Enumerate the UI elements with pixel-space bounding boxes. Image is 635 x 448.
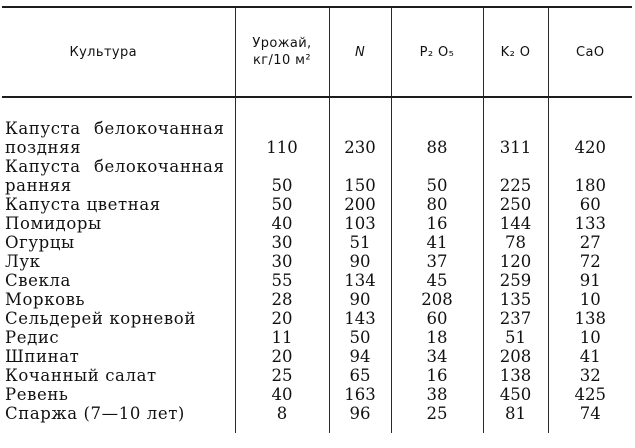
row-yield: 28 <box>235 290 329 309</box>
row-n: 96 <box>329 404 391 433</box>
row-name-line2: ранняя <box>5 176 72 195</box>
row-cao: 32 <box>548 366 632 385</box>
row-cao: 27 <box>548 233 632 252</box>
header-yield-line2: кг/10 м² <box>253 53 311 68</box>
row-cao: 41 <box>548 347 632 366</box>
table-row <box>2 214 632 233</box>
header-k2o: K₂ O <box>483 7 548 97</box>
row-k2o: 78 <box>483 233 548 252</box>
row-name: Ревень <box>5 385 69 404</box>
table-row <box>2 347 632 366</box>
row-name-cell <box>2 119 235 157</box>
row-name-line1: Капуста белокочанная <box>5 119 225 138</box>
row-yield: 110 <box>235 119 329 157</box>
row-name: Спаржа (7—10 лет) <box>5 404 185 423</box>
row-name: Сельдерей корневой <box>5 309 196 328</box>
row-k2o: 450 <box>483 385 548 404</box>
header-yield <box>235 7 329 97</box>
header-n: N <box>329 7 391 97</box>
row-name-line1: Капуста белокочанная <box>5 157 225 176</box>
row-k2o: 208 <box>483 347 548 366</box>
row-n: 163 <box>329 385 391 404</box>
row-n: 90 <box>329 252 391 271</box>
row-name: Кочанный салат <box>5 366 157 385</box>
row-cao: 10 <box>548 290 632 309</box>
row-p2o5: 16 <box>391 366 483 385</box>
row-yield: 8 <box>235 404 329 433</box>
row-p2o5: 88 <box>391 119 483 157</box>
row-k2o: 120 <box>483 252 548 271</box>
row-cao: 10 <box>548 328 632 347</box>
row-yield: 30 <box>235 252 329 271</box>
row-n: 50 <box>329 328 391 347</box>
row-name-line2: поздняя <box>5 138 82 157</box>
row-p2o5: 37 <box>391 252 483 271</box>
table-row <box>2 271 632 290</box>
row-k2o: 225 <box>483 157 548 195</box>
row-n: 51 <box>329 233 391 252</box>
row-yield: 11 <box>235 328 329 347</box>
row-n: 230 <box>329 119 391 157</box>
row-k2o: 138 <box>483 366 548 385</box>
table-row <box>2 233 632 252</box>
row-yield: 25 <box>235 366 329 385</box>
row-cao: 138 <box>548 309 632 328</box>
row-p2o5: 34 <box>391 347 483 366</box>
row-n: 200 <box>329 195 391 214</box>
row-k2o: 250 <box>483 195 548 214</box>
row-k2o: 311 <box>483 119 548 157</box>
header-p2o5: P₂ O₅ <box>391 7 483 97</box>
row-cao: 74 <box>548 404 632 433</box>
row-n: 134 <box>329 271 391 290</box>
row-cao: 425 <box>548 385 632 404</box>
nutrient-table-container <box>2 6 632 442</box>
row-name: Шпинат <box>5 347 80 366</box>
row-k2o: 237 <box>483 309 548 328</box>
table-row <box>2 366 632 385</box>
table-row <box>2 404 632 433</box>
table-row <box>2 328 632 347</box>
row-name: Морковь <box>5 290 86 309</box>
row-cao: 420 <box>548 119 632 157</box>
row-p2o5: 41 <box>391 233 483 252</box>
header-cao: CaO <box>548 7 632 97</box>
row-name: Огурцы <box>5 233 75 252</box>
row-cao: 91 <box>548 271 632 290</box>
row-cao: 133 <box>548 214 632 233</box>
table-body <box>2 97 632 433</box>
row-yield: 50 <box>235 157 329 195</box>
row-k2o: 81 <box>483 404 548 433</box>
row-yield: 40 <box>235 214 329 233</box>
header-yield-line1: Урожай, <box>252 36 312 51</box>
row-n: 103 <box>329 214 391 233</box>
row-cao: 60 <box>548 195 632 214</box>
header-culture: Культура <box>2 7 235 97</box>
row-k2o: 51 <box>483 328 548 347</box>
row-yield: 20 <box>235 347 329 366</box>
table-row <box>2 195 632 214</box>
row-k2o: 135 <box>483 290 548 309</box>
row-p2o5: 16 <box>391 214 483 233</box>
row-k2o: 259 <box>483 271 548 290</box>
nutrient-table <box>2 6 632 433</box>
row-p2o5: 25 <box>391 404 483 433</box>
row-p2o5: 60 <box>391 309 483 328</box>
row-p2o5: 50 <box>391 157 483 195</box>
row-p2o5: 45 <box>391 271 483 290</box>
row-name: Помидоры <box>5 214 102 233</box>
row-n: 90 <box>329 290 391 309</box>
table-row <box>2 157 632 195</box>
row-p2o5: 80 <box>391 195 483 214</box>
row-p2o5: 208 <box>391 290 483 309</box>
table-row <box>2 290 632 309</box>
row-name: Редис <box>5 328 60 347</box>
row-name: Лук <box>5 252 41 271</box>
row-n: 94 <box>329 347 391 366</box>
table-spacer-row <box>2 97 632 119</box>
row-p2o5: 38 <box>391 385 483 404</box>
row-name: Свекла <box>5 271 71 290</box>
table-row <box>2 119 632 157</box>
row-yield: 20 <box>235 309 329 328</box>
row-n: 150 <box>329 157 391 195</box>
table-row <box>2 252 632 271</box>
table-row <box>2 385 632 404</box>
row-n: 143 <box>329 309 391 328</box>
row-yield: 30 <box>235 233 329 252</box>
row-yield: 50 <box>235 195 329 214</box>
row-n: 65 <box>329 366 391 385</box>
table-header <box>2 7 632 97</box>
row-yield: 55 <box>235 271 329 290</box>
row-name-cell <box>2 157 235 195</box>
row-p2o5: 18 <box>391 328 483 347</box>
row-cao: 72 <box>548 252 632 271</box>
row-cao: 180 <box>548 157 632 195</box>
row-k2o: 144 <box>483 214 548 233</box>
row-name: Капуста цветная <box>5 195 161 214</box>
table-row <box>2 309 632 328</box>
row-yield: 40 <box>235 385 329 404</box>
header-row <box>2 7 632 97</box>
